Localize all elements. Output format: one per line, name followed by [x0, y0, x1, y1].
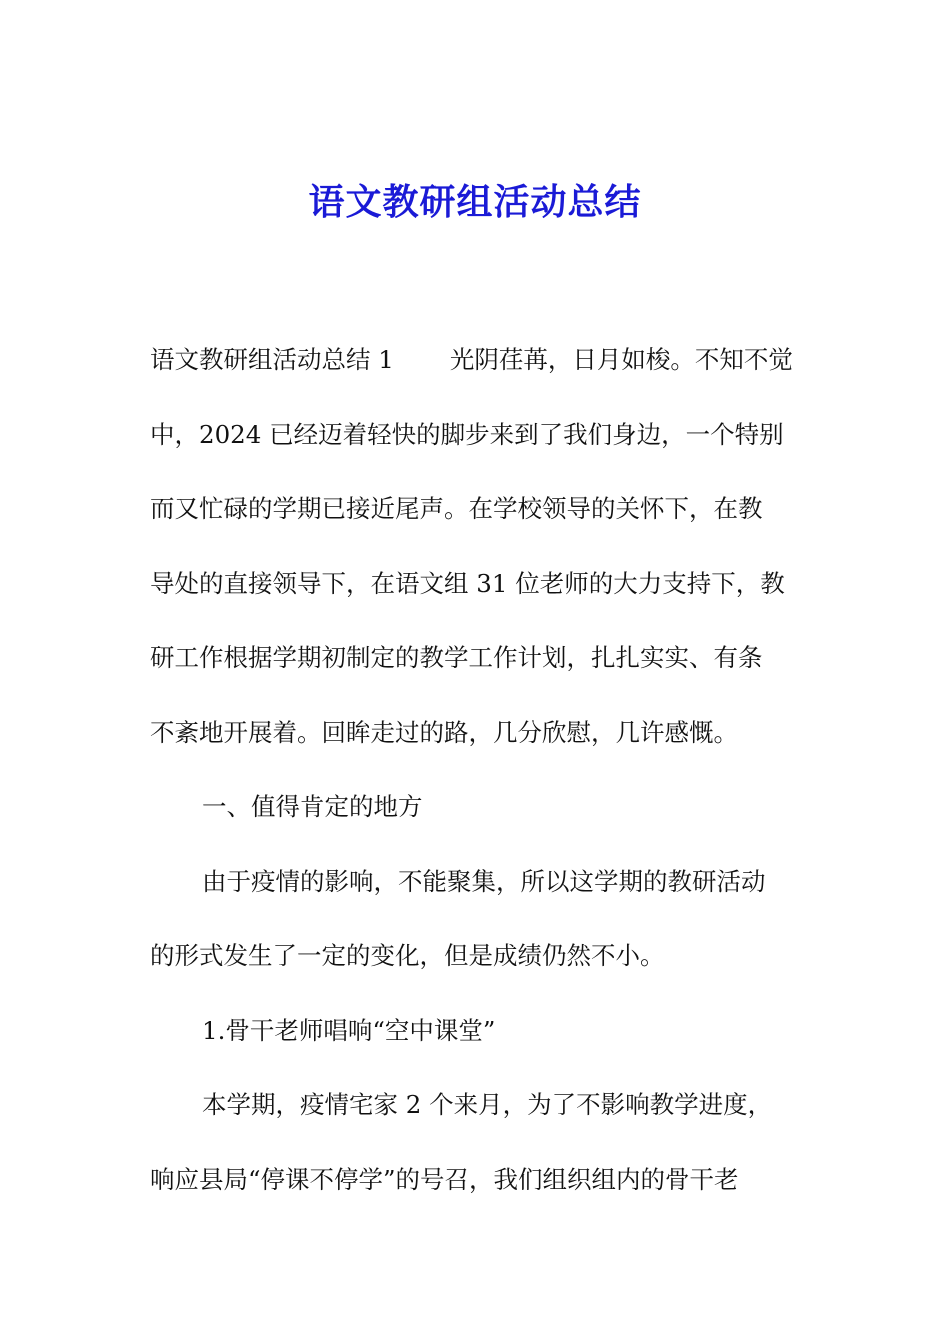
paragraph-line: 研工作根据学期初制定的教学工作计划，扎扎实实、有条 [150, 643, 763, 672]
paragraph-line: 本学期，疫情宅家 2 个来月，为了不影响教学进度， [202, 1090, 773, 1119]
section-heading: 一、值得肯定的地方 [202, 792, 423, 821]
subsection-heading: 1.骨干老师唱响“空中课堂” [202, 1015, 496, 1045]
paragraph-text: 光阴荏苒，日月如梭。不知不觉 [449, 345, 793, 374]
paragraph-line: 响应县局“停课不停学”的号召，我们组织组内的骨干老 [150, 1164, 739, 1194]
paragraph-line: 不紊地开展着。回眸走过的路，几分欣慰，几许感慨。 [150, 717, 738, 747]
paragraph-line: 的形式发生了一定的变化，但是成绩仍然不小。 [150, 941, 665, 970]
paragraph-line [150, 323, 810, 398]
paragraph-line: 导处的直接领导下，在语文组 31 位老师的大力支持下，教 [150, 568, 785, 598]
document-body [150, 323, 810, 1217]
paragraph-line: 而又忙碌的学期已接近尾声。在学校领导的关怀下，在教 [150, 494, 763, 523]
paragraph-line: 由于疫情的影响，不能聚集，所以这学期的教研活动 [202, 866, 766, 896]
document-title: 语文教研组活动总结 [308, 181, 642, 223]
section-heading-inline: 语文教研组活动总结 1 [150, 345, 394, 374]
paragraph-line: 中，2024 已经迈着轻快的脚步来到了我们身边，一个特别 [150, 419, 784, 449]
